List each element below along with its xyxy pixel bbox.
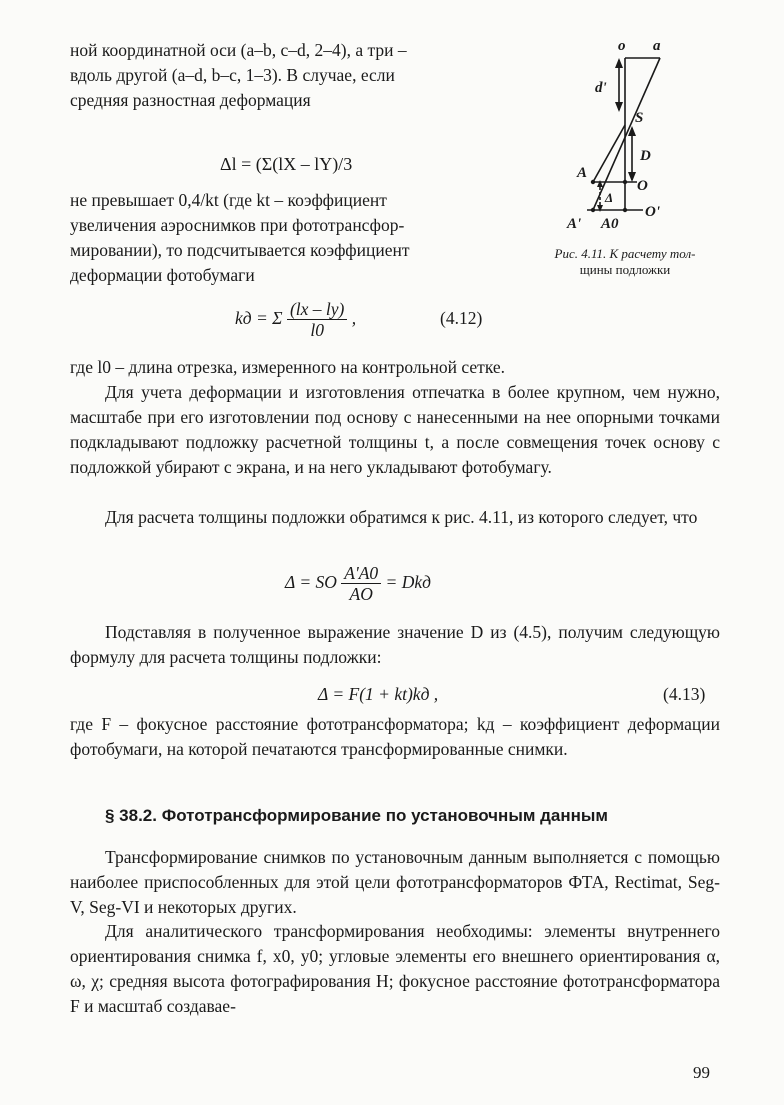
paragraph-7: Для аналитического трансформирования необходимы: элементы внутреннего ориентирования снимка f, x0, y0; угловые элементы его внешнего ориентирования α, ω, χ; средняя высота фотографирования H; фокусное расстояние фототрансформатора F и масштаб создавае- — [70, 921, 720, 1016]
after-eq-line-1: не превышает 0,4/kt (где kt – коэффициент — [70, 190, 387, 210]
label-o: o — [618, 38, 626, 54]
after-equation-text — [70, 188, 515, 288]
label-d: D — [640, 148, 651, 164]
paragraph-6: Трансформирование снимков по установочным данным выполняется с помощью наиболее приспособленных для этой цели фототрансформаторов ФТА, Rectimat, Seg-V, Seg-VI и некоторых других. — [70, 847, 720, 917]
caption-line-1: Рис. 4.11. К расчету тол- — [554, 246, 696, 261]
paragraph-2: Для учета деформации и изготовления отпечатка в более крупном, чем нужно, масштабе при его изготовлении под основу с нанесенными на нее опорными точками подкладывают подложку расчетной толщины t, а после совмещения точек основу с подложкой убирают с экрана, и на него укладывают фотобумагу. — [70, 382, 720, 477]
label-s: S — [635, 110, 644, 126]
equation-number-4-12: (4.12) — [440, 308, 483, 328]
eq-412-tail: , — [351, 308, 357, 328]
after-eq-line-4: деформации фотобумаги — [70, 265, 255, 285]
equation-4-13: Δ = F(1 + kt)kд , — [318, 684, 439, 704]
equation-number-4-13: (4.13) — [663, 684, 706, 704]
intro-line-3: средняя разностная деформация — [70, 90, 311, 110]
paragraph-4: Подставляя в полученное выражение значение D из (4.5), получим следующую формулу для расчета толщины подложки: — [70, 622, 720, 667]
label-o-point: O — [637, 178, 648, 194]
label-a-point: A — [577, 165, 588, 181]
label-d-prime: d' — [595, 80, 607, 96]
paragraph-5: где F – фокусное расстояние фототрансформатора; kд – коэффициент деформации фотобумаги, на которой печатаются трансформированные снимки. — [70, 714, 720, 759]
eq-412-lhs: kд = Σ — [235, 308, 283, 328]
paragraph-3: Для расчета толщины подложки обратимся к рис. 4.11, из которого следует, что — [105, 507, 698, 527]
label-a: a — [653, 38, 661, 54]
intro-line-1: ной координатной оси (a–b, c–d, 2–4), а три – — [70, 40, 407, 60]
eq-delta-fraction — [341, 563, 381, 604]
equation-4-12 — [235, 298, 356, 340]
figure-caption — [520, 246, 730, 278]
figure-diagram — [525, 30, 725, 240]
page-number: 99 — [693, 1063, 710, 1082]
eq-delta-denominator: AO — [349, 584, 373, 605]
equation-delta — [285, 560, 431, 604]
equation-delta-l: Δl = (Σ(lX – lY)/3 — [220, 154, 353, 174]
label-delta: Δ — [605, 190, 614, 205]
label-a0: A0 — [601, 216, 619, 232]
eq-delta-numerator: A'A0 — [341, 563, 381, 584]
eq-delta-rhs: = Dkд — [385, 572, 431, 592]
caption-line-2: щины подложки — [579, 262, 671, 277]
eq-412-denominator: l0 — [310, 320, 324, 341]
intro-text-block — [70, 38, 515, 113]
label-a-prime: A' — [567, 216, 582, 232]
after-eq-line-2: увеличения аэроснимков при фототрансфор- — [70, 215, 405, 235]
figure-4-11 — [525, 30, 725, 240]
paragraph-1: где l0 – длина отрезка, измеренного на контрольной сетке. — [70, 357, 506, 377]
intro-line-2: вдоль другой (a–d, b–c, 1–3). В случае, если — [70, 65, 395, 85]
eq-delta-lhs: Δ = SO — [285, 572, 337, 592]
eq-412-numerator: (lx – ly) — [287, 299, 347, 320]
section-heading: § 38.2. Фототрансформирование по установочным данным — [105, 806, 609, 825]
label-o-prime: O' — [645, 204, 660, 220]
after-eq-line-3: мировании), то подсчитывается коэффициент — [70, 240, 410, 260]
eq-412-fraction — [287, 299, 347, 340]
